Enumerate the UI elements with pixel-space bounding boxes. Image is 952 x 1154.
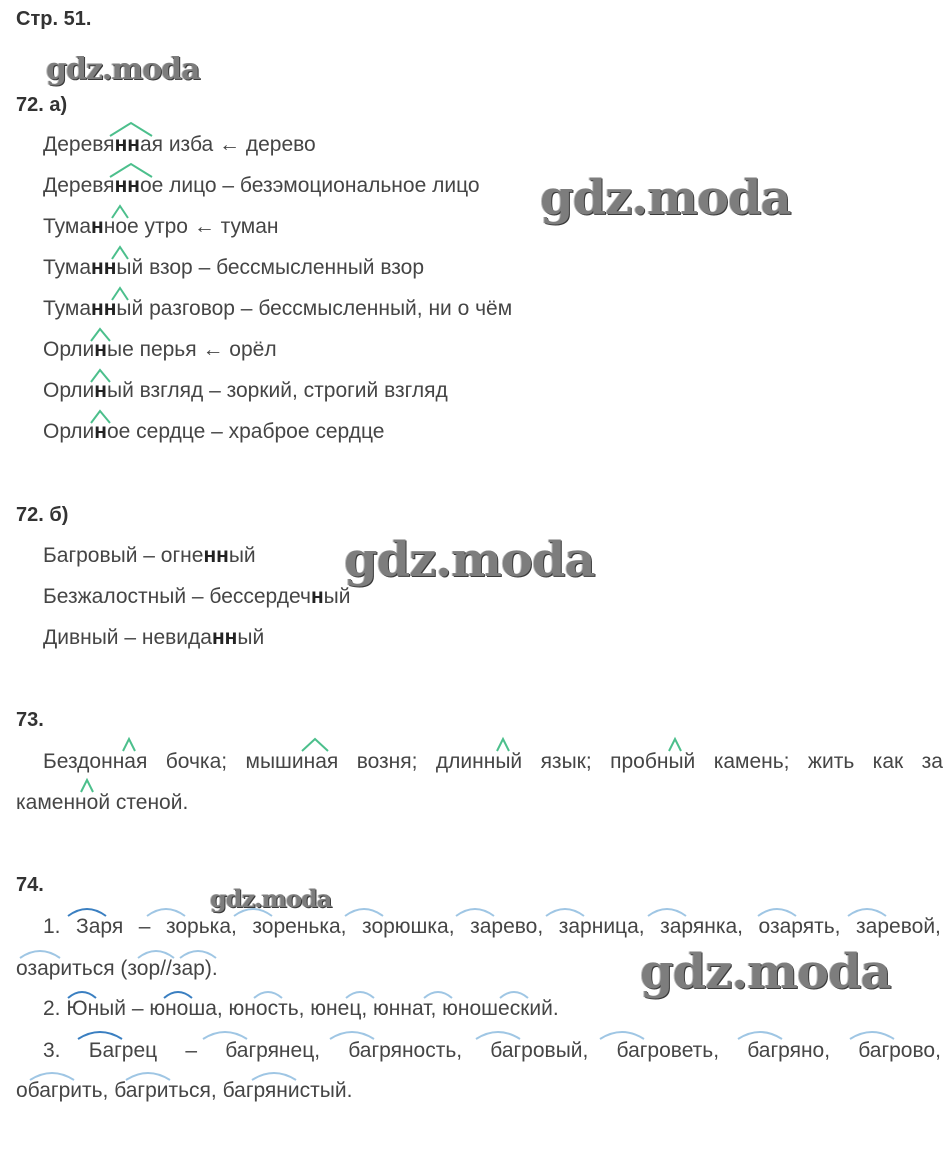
word: 1. — [43, 915, 61, 938]
exercise-74-item-3-line — [43, 1039, 941, 1063]
suffix-letters: н — [310, 585, 324, 608]
word-part: Деревя — [43, 174, 115, 197]
word-part: ый — [323, 585, 351, 608]
word: Бездонная — [43, 750, 148, 773]
suffix-letters: нн — [114, 133, 140, 156]
watermark: gdz.moda — [46, 52, 200, 87]
word-part: ый взгляд – зоркий, строгий взгляд — [106, 379, 448, 402]
exercise-72a-heading: 72. а) — [16, 94, 68, 116]
word-part: ый — [237, 626, 265, 649]
word-part: Тума — [43, 297, 92, 320]
word: зарево, — [470, 915, 544, 938]
word: заревой, — [856, 915, 941, 938]
word-part: ые перья ← орёл — [106, 338, 277, 361]
word-part: Орли — [43, 379, 95, 402]
exercise-72b-heading: 72. б) — [16, 504, 69, 526]
watermark: gdz.moda — [344, 532, 595, 588]
exercise-74-heading: 74. — [16, 874, 44, 896]
watermark: gdz.moda — [210, 884, 332, 913]
word: Багрец — [88, 1039, 158, 1062]
word-part: Безжалостный – бессердеч — [43, 585, 311, 608]
suffix-letters: нн — [211, 626, 238, 649]
ex72b-line — [43, 626, 264, 650]
suffix-letters: н — [94, 420, 107, 443]
root-mark — [738, 1032, 782, 1039]
word-part: ное утро ← туман — [103, 215, 279, 238]
exercise-73-heading: 73. — [16, 709, 44, 731]
word: 3. — [43, 1039, 61, 1062]
root-mark — [850, 1032, 894, 1039]
word: возня; — [356, 750, 418, 773]
word: багряность, — [348, 1039, 463, 1062]
suffix-letters: н — [94, 338, 107, 361]
suffix-letters: нн — [91, 256, 117, 279]
word: пробный — [610, 750, 696, 773]
word-part: Дивный – невида — [43, 626, 212, 649]
word: багрово, — [858, 1039, 941, 1062]
word: как — [872, 750, 904, 773]
word: Заря — [76, 915, 124, 938]
word-part: ое сердце – храброе сердце — [106, 420, 385, 443]
exercise-74-item-2: 2. Юный – юноша, юность, юнец, юннат, юношеский. — [43, 997, 559, 1020]
word: багровый, — [490, 1039, 589, 1062]
root-mark — [600, 1032, 644, 1039]
ex72a-line — [43, 215, 279, 239]
word: бочка; — [165, 750, 228, 773]
word-part: ая изба ← дерево — [139, 133, 316, 156]
word: – — [185, 1039, 198, 1062]
watermark: gdz.moda — [640, 944, 891, 1000]
root-mark — [330, 1032, 374, 1039]
ex72a-line — [43, 133, 316, 157]
ex72b-line — [43, 544, 256, 568]
exercise-74-item-1-line — [43, 915, 941, 939]
ex72a-line — [43, 338, 277, 362]
word: багряно, — [747, 1039, 831, 1062]
suffix-letters: нн — [203, 544, 229, 567]
suffix-letters: нн — [114, 174, 140, 197]
ex72a-line — [43, 379, 448, 403]
ex72b-line — [43, 585, 350, 609]
word: зорюшка, — [362, 915, 455, 938]
page-title: Стр. 51. — [16, 8, 92, 30]
word: язык; — [540, 750, 592, 773]
suffix-letters: н — [91, 215, 104, 238]
word-part: ый — [228, 544, 256, 567]
ex72a-line — [43, 174, 480, 198]
word: камень; — [713, 750, 790, 773]
root-mark — [78, 1032, 122, 1039]
word-part: ое лицо – безэмоциональное лицо — [139, 174, 480, 197]
word: озарять, — [758, 915, 841, 938]
word: – — [138, 915, 151, 938]
suffix-letters: нн — [91, 297, 117, 320]
ex72a-line — [43, 420, 384, 444]
ex72a-line — [43, 256, 424, 280]
word-part: Деревя — [43, 133, 115, 156]
word: зарница, — [558, 915, 645, 938]
word: зорька, — [165, 915, 237, 938]
word: зоренька, — [252, 915, 347, 938]
word-part: Тума — [43, 215, 92, 238]
word-part: Багровый – огне — [43, 544, 204, 567]
ex72a-line — [43, 297, 512, 321]
watermark: gdz.moda — [540, 170, 791, 226]
word: за — [921, 750, 943, 773]
word: зарянка, — [660, 915, 744, 938]
word: мышиная — [245, 750, 339, 773]
word-part: Орли — [43, 420, 95, 443]
exercise-73-line: каменной стеной. — [16, 791, 189, 814]
word: багрянец, — [225, 1039, 321, 1062]
word: жить — [807, 750, 855, 773]
exercise-74-item-1-line: озариться (зор//зар). — [16, 957, 218, 980]
word: багроветь, — [616, 1039, 720, 1062]
word-part: Орли — [43, 338, 95, 361]
suffix-letters: н — [94, 379, 107, 402]
word: длинный — [435, 750, 523, 773]
root-mark — [203, 1032, 247, 1039]
exercise-73-line — [43, 750, 943, 774]
root-mark — [476, 1032, 520, 1039]
exercise-74-item-3-line: обагрить, багриться, багрянистый. — [16, 1079, 353, 1102]
word-part: ый взор – бессмысленный взор — [116, 256, 425, 279]
word-part: ый разговор – бессмысленный, ни о чём — [116, 297, 513, 320]
word-part: Тума — [43, 256, 92, 279]
